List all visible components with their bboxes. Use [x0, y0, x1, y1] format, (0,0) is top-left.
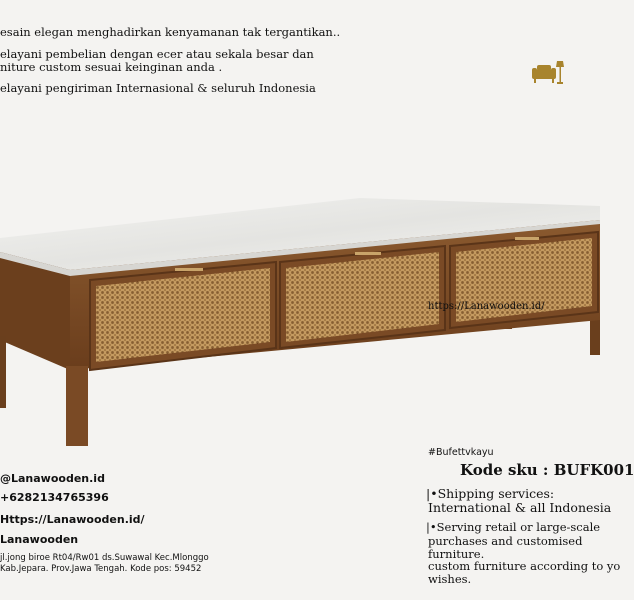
serving-line-4: custom furniture according to yo [428, 559, 621, 573]
phone-number: +6282134765396 [0, 491, 109, 504]
website-link[interactable]: Https://Lanawooden.id/ [0, 513, 145, 526]
armchair-lamp-icon [532, 60, 566, 88]
serving-line-3: furniture. [428, 547, 485, 561]
address-line-1: jl.jong biroe Rt04/Rw01 ds.Suwawal Kec.Mlonggo [0, 553, 209, 563]
instagram-handle: @Lanawooden.id [0, 472, 105, 485]
serving-line-5: wishes. [428, 572, 472, 586]
watermark-url: https://Lanawooden.id/ [428, 301, 545, 312]
sku-label: Kode sku : BUFK001 [460, 461, 634, 479]
shipping-title: |•Shipping services: [426, 486, 555, 501]
serving-line-1: |•Serving retail or large-scale [426, 520, 601, 534]
tagline-line-2a: elayani pembelian dengan ecer atau sekala besar dan [0, 47, 314, 61]
tagline-line-3: elayani pengiriman Internasional & seluruh Indonesia [0, 81, 316, 95]
brand-name: Lanawooden [0, 533, 79, 546]
product-hashtag: #Bufettvkayu [428, 447, 494, 458]
tagline-line-1: esain elegan menghadirkan kenyamanan tak tergantikan.. [0, 25, 341, 39]
tv-cabinet-image [0, 180, 600, 455]
shipping-detail: International & all Indonesia [428, 500, 612, 515]
serving-line-2: purchases and customised [428, 534, 583, 548]
address-line-2: Kab.Jepara. Prov.Jawa Tengah. Kode pos: 59452 [0, 564, 202, 574]
tagline-line-2b: niture custom sesuai keinginan anda . [0, 60, 223, 74]
